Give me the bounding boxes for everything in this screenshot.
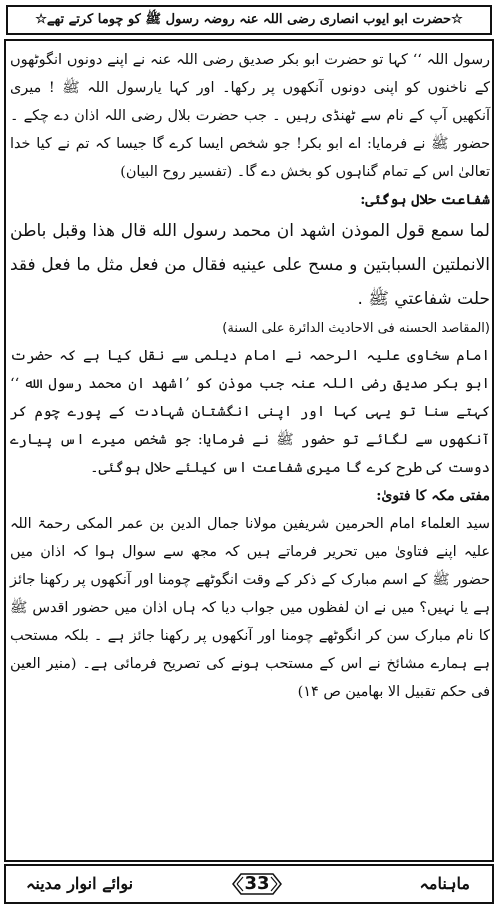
article-body [10, 46, 490, 706]
section-heading-2: مفتی مکہ کا فتویٰ: [376, 488, 490, 504]
page-title: ☆حضرت ابو ایوب انصاری رضی اللہ عنہ روضہ رسول ﷺ کو چوما کرتے تھے☆ [6, 5, 492, 35]
paragraph-2: امام سخاوی علیہ الرحمہ نے امام دیلمی سے نقل کیا ہے کہ حضرت ابو بکر صدیق رضی اللہ عنہ جب موذن کو ’اشهد ان محمد رسول الله ‘‘ کہتے سنا تو یہی کہا اور اپنی انگشتان شہادت کے پورے چوم کر آنکھوں سے لگائے تو حضور ﷺ نے فرمایا: جو شخص میرے اس پیارے دوست کی طرح کرے گا میری شفاعت اس کیلئے حلال ہوگئی۔ [10, 348, 490, 476]
magazine-label: ماہنامہ [419, 874, 470, 893]
section-heading-1: شفاعت حلال ہوگئی: [360, 192, 490, 208]
page-footer [4, 864, 494, 904]
paragraph-1: رسول اللہ ‘‘ کہا تو حضرت ابو بکر صدیق رضی اللہ عنہ نے اپنے دونوں انگوٹھوں کے ناخنوں کو اپنی دونوں آنکھوں پر رکھا۔ اور کہا یارسول اللہ ﷺ ! میری آنکھیں آپ کے نام سے ٹھنڈی رہیں ۔ جب حضرت بلال رضی اللہ اذان دے چکے ۔ حضور ﷺ نے فرمایا: اے ابو بکر! جو شخص ایسا کرے گا جیسا کہ تم نے کیا خدا تعالیٰ اس کے تمام گناہوں کو بخش دے گا۔ (تفسیر روح البیان) [10, 52, 490, 180]
page-number-badge [231, 870, 283, 898]
publication-name: نوائے انوار مدینہ [26, 874, 134, 893]
arabic-quote: لما سمع قول الموذن اشهد ان محمد رسول الله قال هذا وقبل باطن الانملتين السبابتين و مسح على عينيه فقال من فعل مثل ما فعل فقد حلت شفاعتي ﷺ . [10, 221, 490, 309]
reference-1: (المقاصد الحسنه فی الاحادیث الدائرة علی السنة) [222, 321, 490, 336]
page-number: 33 [244, 873, 270, 894]
paragraph-3: سید العلماء امام الحرمین شریفین مولانا جمال الدین بن عمر المکی رحمۃ اللہ علیہ اپنے فتاویٰ میں تحریر فرماتے ہیں کہ مجھ سے سوال ہوا کہ اذان میں حضور ﷺ کے اسم مبارک کے ذکر کے وقت انگوٹھے چومنا اور آنکھوں پر رکھنا جائز ہے یا نہیں؟ میں نے ان لفظوں میں جواب دیا کہ ہاں اذان میں حضور اقدس ﷺ کا نام مبارک سن کر انگوٹھے چومنا اور آنکھوں پر رکھنا جائز ہے ۔ بلکہ مستحب ہے ہمارے مشائخ نے اس کے مستحب ہونے کی تصریح فرمائی ہے۔ (منير العين فی حکم تقبيل الا بهامين ص ۱۴) [10, 516, 490, 700]
